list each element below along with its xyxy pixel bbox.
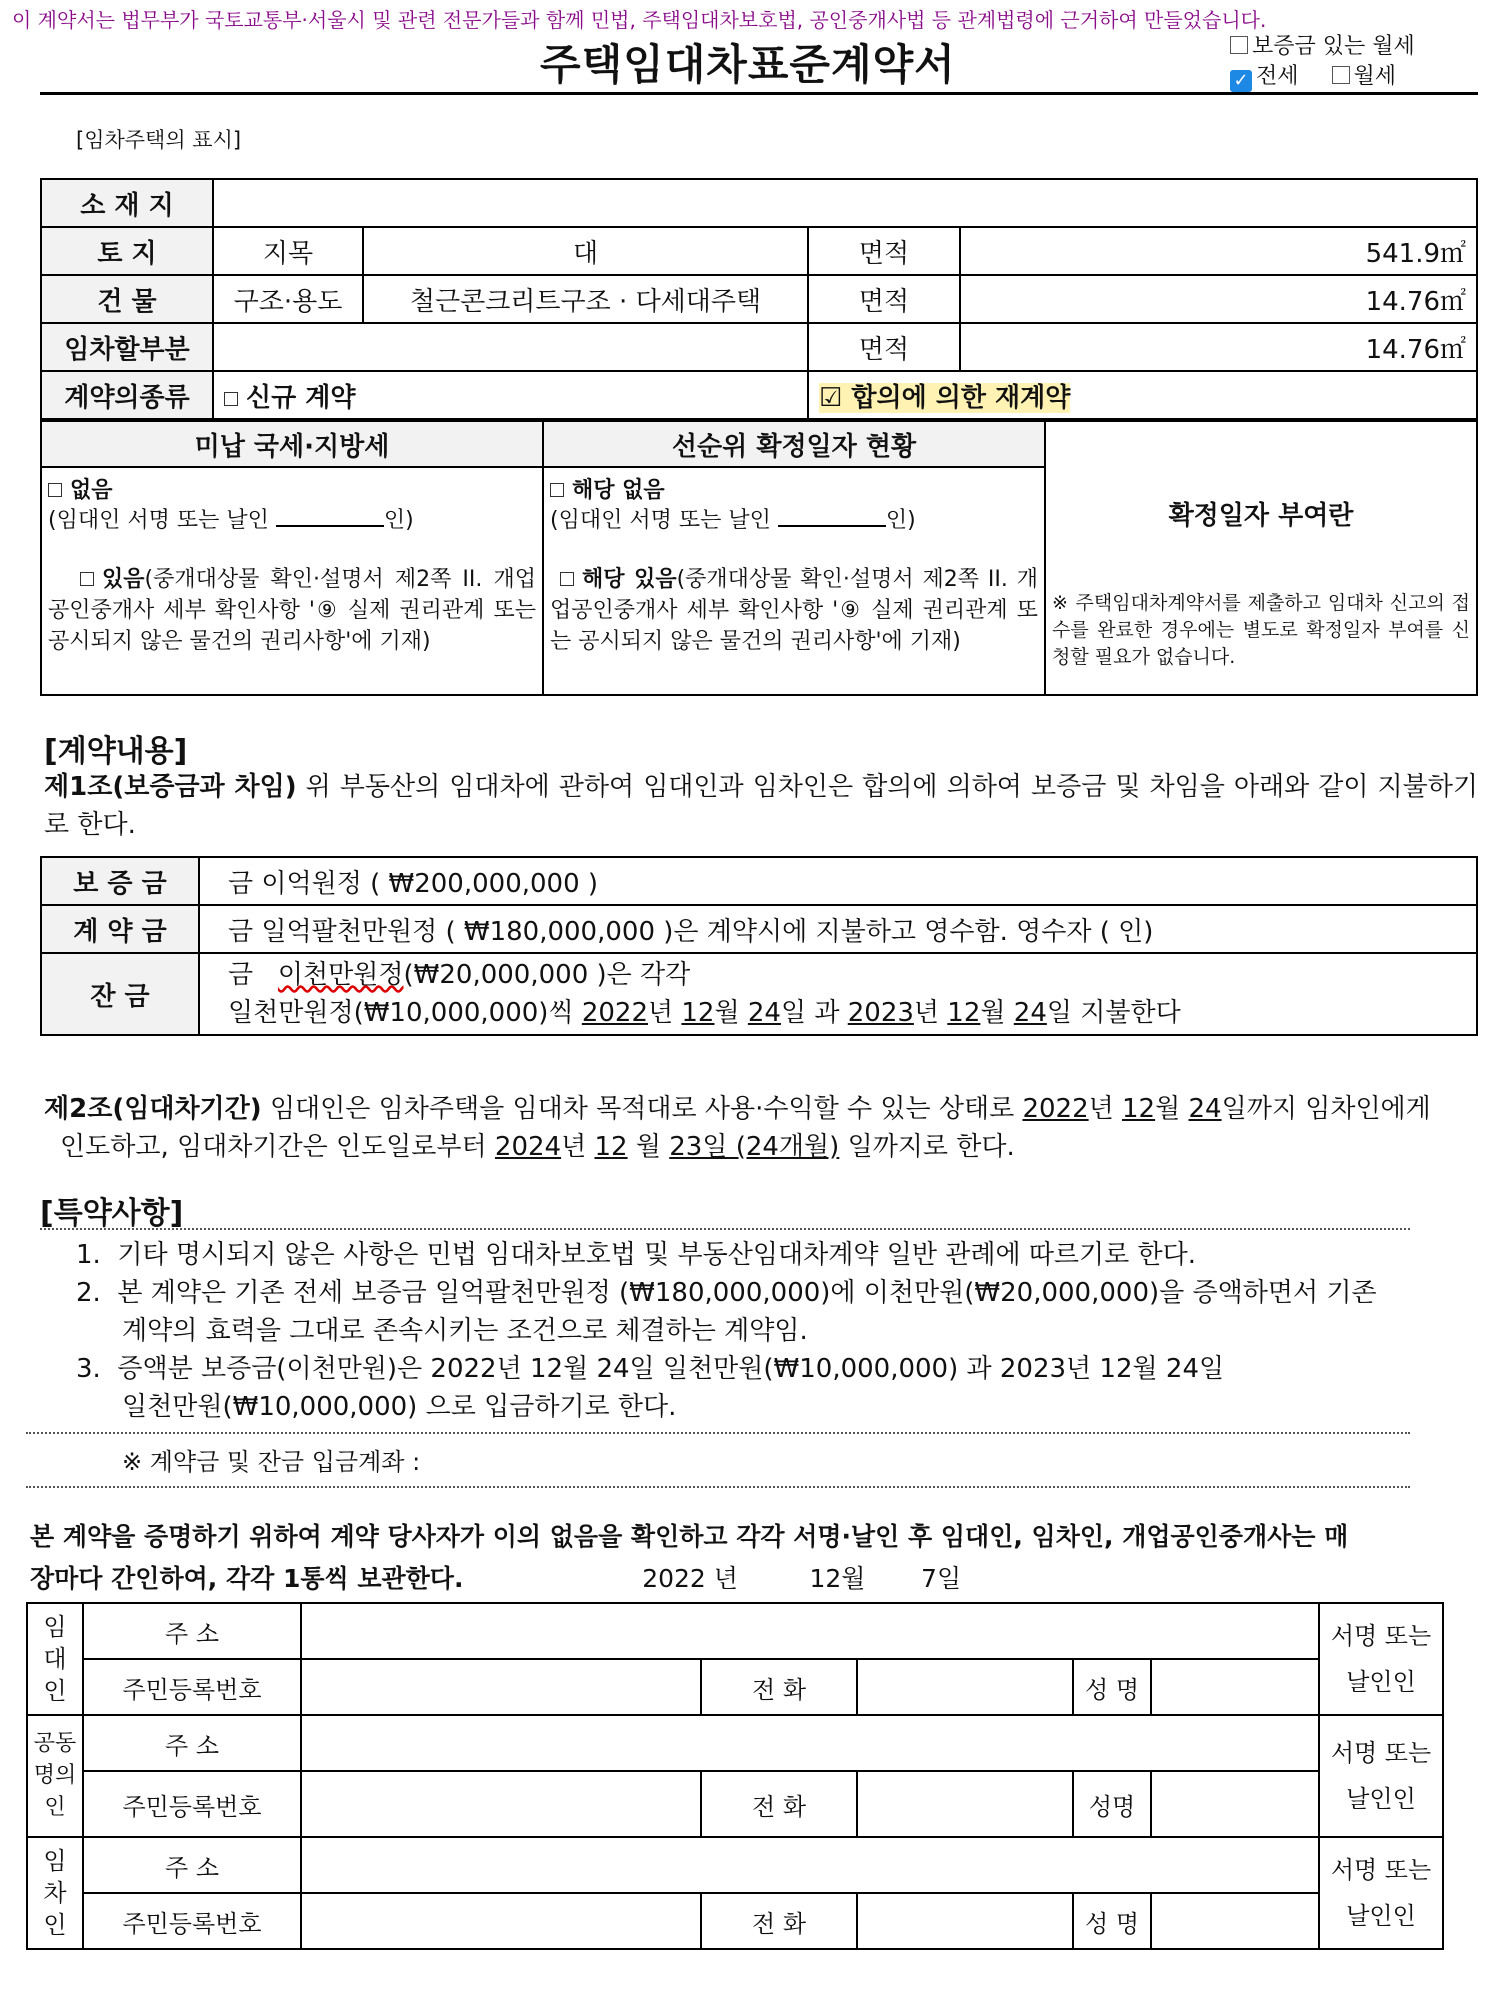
tax-exists-option[interactable]: 있음(중개대상물 확인·설명서 제2쪽 II. 개업공인중개사 세부 확인사항 '⑨ 실제 권리관계 또는 공시되지 않은 물건의 권리사항'에 기재) <box>48 567 536 654</box>
special-item-continuation: 계약의 효력을 그대로 존속시키는 조건으로 체결하는 계약임. <box>122 1316 808 1346</box>
special-item-continuation: 일천만원(₩10,000,000) 으로 입금하기로 한다. <box>122 1392 677 1422</box>
location-label: 소 재 지 <box>41 179 213 227</box>
building-label: 건 물 <box>41 275 213 323</box>
special-terms-list <box>76 1236 1416 1426</box>
rental-area-value[interactable]: 14.76㎡ <box>960 323 1477 371</box>
checkbox-icon <box>1332 66 1350 84</box>
tenant-id-field[interactable] <box>301 1893 701 1949</box>
address-label: 주 소 <box>83 1715 301 1771</box>
tenant-name-field[interactable] <box>1151 1893 1319 1949</box>
co-owner-label: 공동 명의 인 <box>27 1715 83 1837</box>
checkbox-icon <box>48 483 62 497</box>
kind-new-option[interactable]: 신규 계약 <box>213 371 808 419</box>
land-category-label: 지목 <box>213 227 363 275</box>
divider <box>26 1432 1410 1434</box>
checked-box-icon: ☑ <box>819 382 852 413</box>
rental-part-label: 임차할부분 <box>41 323 213 371</box>
id-label: 주민등록번호 <box>83 1659 301 1715</box>
legal-notice: 이 계약서는 법무부가 국토교통부·서울시 및 관련 전문가들과 함께 민법, 주택임대차보호법, 공인중개사법 등 관계법령에 근거하여 만들었습니다. <box>12 8 1267 32</box>
tenant-address-field[interactable] <box>301 1837 1319 1893</box>
co-owner-sign-cell[interactable]: 서명 또는 날인인 <box>1319 1715 1443 1837</box>
priority-header: 선순위 확정일자 현황 <box>543 421 1045 467</box>
land-label: 토 지 <box>41 227 213 275</box>
location-value[interactable] <box>213 179 1477 227</box>
co-owner-address-field[interactable] <box>301 1715 1319 1771</box>
special-item: 3. 증액분 보증금(이천만원)은 2022년 12월 24일 일천만원(₩10,000,000) 과 2023년 12월 24일 <box>76 1354 1225 1384</box>
article2: 제2조(임대차기간) 임대인은 임차주택을 임대차 목적대로 사용·수익할 수 있는 상태로 2022년 12월 24일까지 임차인에게 인도하고, 임대차기간은 인도일로부터 2024년 12 월 23일 (24개월) 일까지로 한다. <box>44 1094 1431 1162</box>
name-label: 성명 <box>1073 1771 1151 1837</box>
co-owner-name-field[interactable] <box>1151 1771 1319 1837</box>
checkbox-icon <box>1230 36 1248 54</box>
phone-label: 전 화 <box>701 1893 857 1949</box>
co-owner-phone-field[interactable] <box>857 1771 1073 1837</box>
landlord-phone-field[interactable] <box>857 1659 1073 1715</box>
landlord-sign-cell[interactable]: 서명 또는 날인인 <box>1319 1603 1443 1715</box>
tax-none-option[interactable]: 없음 <box>48 476 536 506</box>
fixed-date-note: ※ 주택임대차계약서를 제출하고 임대차 신고의 접수를 완료한 경우에는 별도로 확정일자 부여를 신청할 필요가 없습니다. <box>1052 592 1470 668</box>
signature-table <box>26 1602 1444 1950</box>
unpaid-tax-header: 미납 국세·지방세 <box>41 421 543 467</box>
structure-label: 구조·용도 <box>213 275 363 323</box>
rental-part-value[interactable] <box>213 323 808 371</box>
option-deposit-monthly[interactable]: 보증금 있는 월세 <box>1230 32 1415 62</box>
option-monthly[interactable]: 월세 <box>1332 64 1397 89</box>
id-label: 주민등록번호 <box>83 1893 301 1949</box>
rental-area-label: 면적 <box>808 323 960 371</box>
divider <box>26 1486 1410 1488</box>
address-label: 주 소 <box>83 1603 301 1659</box>
phone-label: 전 화 <box>701 1659 857 1715</box>
priority-sign-line: (임대인 서명 또는 날인 인) <box>550 508 916 533</box>
closing-statement: 본 계약을 증명하기 위하여 계약 당사자가 이의 없음을 확인하고 각각 서명·날인 후 임대인, 임차인, 개업공인중개사는 매 장마다 간인하여, 각각 1통씩 보관한다. 2022 년 12월 7일 <box>30 1522 1349 1593</box>
tenant-phone-field[interactable] <box>857 1893 1073 1949</box>
landlord-name-field[interactable] <box>1151 1659 1319 1715</box>
contract-kind-label: 계약의종류 <box>41 371 213 419</box>
balance-value[interactable]: 금 이천만원정(₩20,000,000 )은 각각 일천만원정(₩10,000,000)씩 2022년 12월 24일 과 2023년 12월 24일 지불한다 <box>199 953 1477 1035</box>
land-area-value[interactable]: 541.9㎡ <box>960 227 1477 275</box>
priority-none-option[interactable]: 해당 없음 <box>550 476 1038 506</box>
article1: 제1조(보증금과 차임) 위 부동산의 임대차에 관하여 임대인과 임차인은 합의에 의하여 보증금 및 차임을 아래와 같이 지불하기로 한다. <box>44 772 1478 840</box>
contract-type-options <box>1230 32 1415 92</box>
property-table <box>40 178 1478 420</box>
document-title: 주택임대차표준계약서 <box>540 40 956 89</box>
deposit-label: 보 증 금 <box>41 857 199 905</box>
tax-sign-line: (임대인 서명 또는 날인 인) <box>48 508 414 533</box>
status-table <box>40 420 1478 696</box>
building-area-label: 면적 <box>808 275 960 323</box>
landlord-label: 임 대 인 <box>27 1603 83 1715</box>
checkbox-icon <box>80 572 94 586</box>
payment-table <box>40 856 1478 1036</box>
id-label: 주민등록번호 <box>83 1771 301 1837</box>
divider <box>40 1228 1410 1230</box>
name-label: 성 명 <box>1073 1893 1151 1949</box>
name-label: 성 명 <box>1073 1659 1151 1715</box>
landlord-id-field[interactable] <box>301 1659 701 1715</box>
land-area-label: 면적 <box>808 227 960 275</box>
checkbox-icon <box>224 392 238 406</box>
tenant-sign-cell[interactable]: 서명 또는 날인인 <box>1319 1837 1443 1949</box>
structure-value[interactable]: 철근콘크리트구조 · 다세대주택 <box>363 275 808 323</box>
contents-heading: [계약내용] <box>44 734 188 769</box>
landlord-address-field[interactable] <box>301 1603 1319 1659</box>
land-category-value[interactable]: 대 <box>363 227 808 275</box>
checked-checkbox-icon: ✓ <box>1230 70 1252 92</box>
down-payment-label: 계 약 금 <box>41 905 199 953</box>
co-owner-id-field[interactable] <box>301 1771 701 1837</box>
fixed-date-header: 확정일자 부여란 <box>1168 501 1354 531</box>
priority-exists-option[interactable]: 해당 있음(중개대상물 확인·설명서 제2쪽 II. 개업공인중개사 세부 확인사항 '⑨ 실제 권리관계 또는 공시되지 않은 물건의 권리사항'에 기재) <box>550 567 1038 654</box>
title-divider <box>40 92 1478 95</box>
phone-label: 전 화 <box>701 1771 857 1837</box>
tenant-label: 임 차 인 <box>27 1837 83 1949</box>
special-item: 2. 본 계약은 기존 전세 보증금 일억팔천만원정 (₩180,000,000)에 이천만원(₩20,000,000)을 증액하면서 기존 <box>76 1278 1377 1308</box>
checkbox-icon <box>560 572 574 586</box>
special-item: 1. 기타 명시되지 않은 사항은 민법 임대차보호법 및 부동산임대차계약 일반 관례에 따르기로 한다. <box>76 1240 1197 1270</box>
deposit-value[interactable]: 금 이억원정 ( ₩200,000,000 ) <box>199 857 1477 905</box>
address-label: 주 소 <box>83 1837 301 1893</box>
property-section-label: [임차주택의 표시] <box>76 128 242 152</box>
account-note: ※ 계약금 및 잔금 입금계좌 : <box>122 1448 421 1476</box>
special-heading: [특약사항] <box>40 1196 184 1231</box>
balance-label: 잔 금 <box>41 953 199 1035</box>
option-jeonse[interactable]: ✓ 전세 <box>1230 64 1299 89</box>
checkbox-icon <box>550 483 564 497</box>
building-area-value[interactable]: 14.76㎡ <box>960 275 1477 323</box>
kind-renew-option[interactable]: ☑ 합의에 의한 재계약 <box>808 371 1477 419</box>
down-payment-value[interactable]: 금 일억팔천만원정 ( ₩180,000,000 )은 계약시에 지불하고 영수함. 영수자 ( 인) <box>199 905 1477 953</box>
